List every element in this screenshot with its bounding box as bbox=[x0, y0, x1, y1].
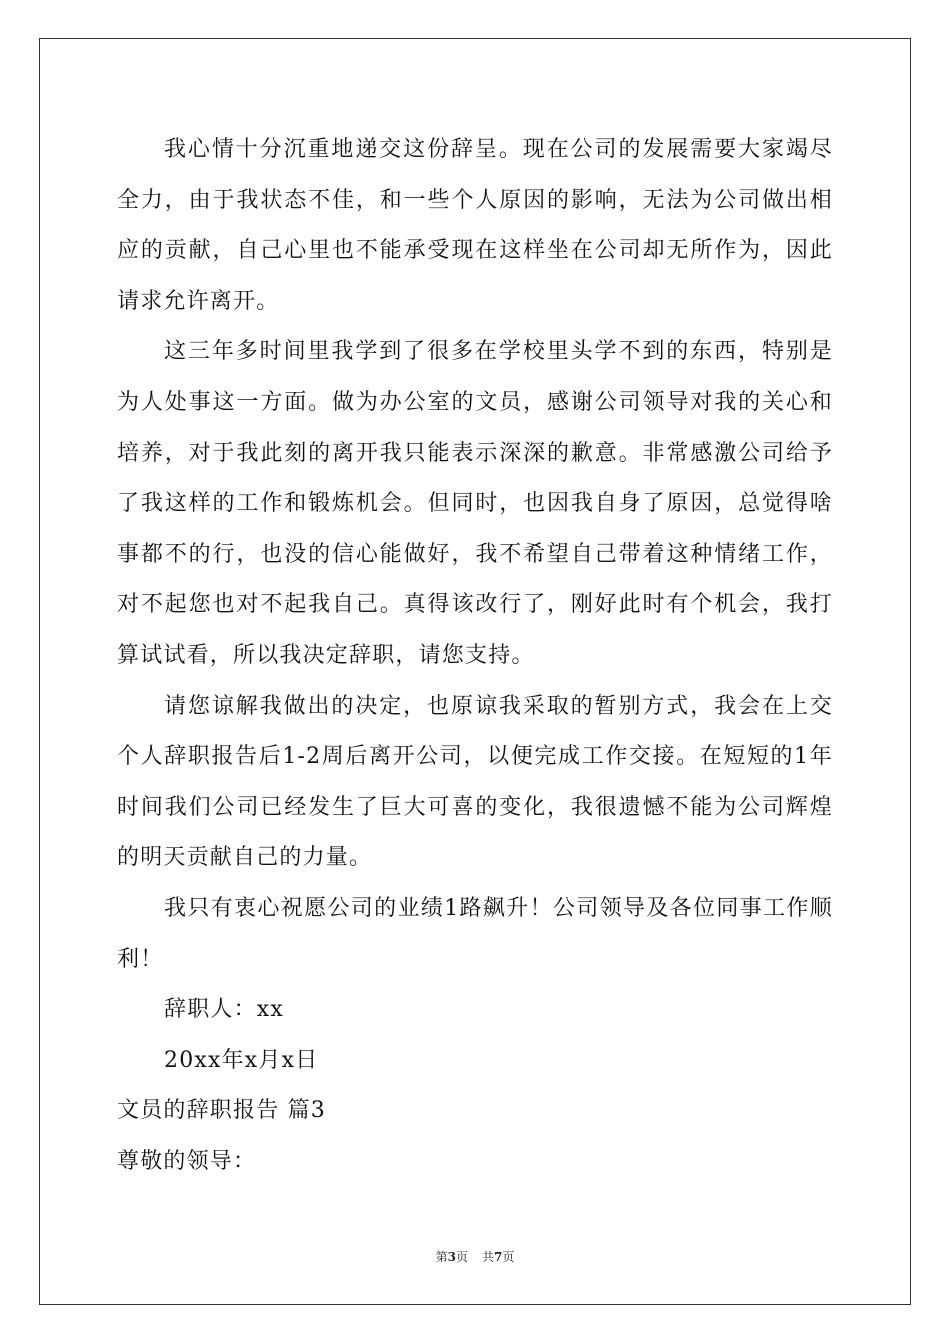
salutation: 尊敬的领导： bbox=[117, 1148, 257, 1174]
page-current: 3 bbox=[447, 1250, 456, 1264]
document-body bbox=[117, 125, 833, 1187]
signature-name: 辞职人：xx bbox=[164, 997, 285, 1023]
section-heading: 文员的辞职报告 篇3 bbox=[117, 1098, 326, 1124]
page-suffix: 页 bbox=[455, 1250, 468, 1264]
page-total: 7 bbox=[494, 1250, 503, 1264]
signature-date: 20xx年x月x日 bbox=[164, 1047, 319, 1073]
paragraph: 我只有衷心祝愿公司的业绩1路飙升！公司领导及各位同事工作顺利！ bbox=[117, 895, 833, 972]
page-footer bbox=[0, 1249, 950, 1265]
page-prefix: 第 bbox=[435, 1250, 448, 1264]
paragraph: 我心情十分沉重地递交这份辞呈。现在公司的发展需要大家竭尽全力，由于我状态不佳，和一些个人原因的影响，无法为公司做出相应的贡献，自己心里也不能承受现在这样坐在公司却无所作为，因此请求允许离开。 bbox=[117, 137, 833, 314]
total-prefix: 共 bbox=[482, 1250, 495, 1264]
paragraph: 请您谅解我做出的决定，也原谅我采取的暂别方式，我会在上交个人辞职报告后1-2周后离开公司，以便完成工作交接。在短短的1年时间我们公司已经发生了巨大可喜的变化，我很遗憾不能为公司辉煌的明天贡献自己的力量。 bbox=[117, 693, 833, 871]
paragraph: 这三年多时间里我学到了很多在学校里头学不到的东西，特别是为人处事这一方面。做为办公室的文员，感谢公司领导对我的关心和培养，对于我此刻的离开我只能表示深深的歉意。非常感激公司给予了我这样的工作和锻炼机会。但同时，也因我自身了原因，总觉得啥事都不的行，也没的信心能做好，我不希望自己带着这种情绪工作，对不起您也对不起我自己。真得该改行了，刚好此时有个机会，我打算试试看，所以我决定辞职，请您支持。 bbox=[117, 339, 833, 668]
total-suffix: 页 bbox=[502, 1250, 515, 1264]
